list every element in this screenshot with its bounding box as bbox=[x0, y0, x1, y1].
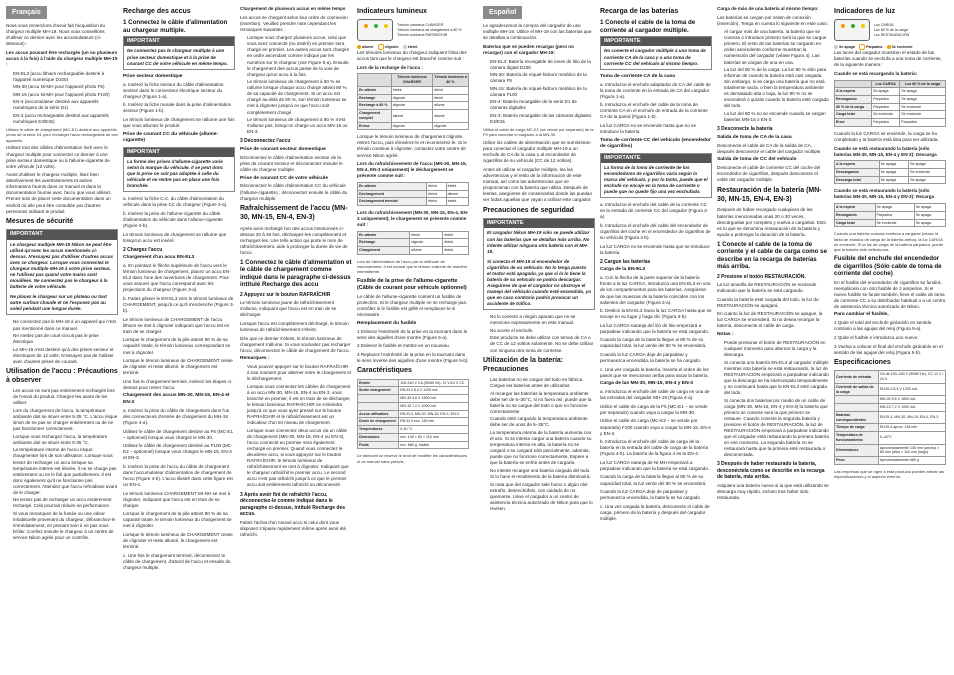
list-item: • Le témoin lumineux de chargement à 80 % n'est s'allume pas, lorsqu'on charge un accu MN-15 ou EN-3. bbox=[247, 117, 352, 135]
indicator-diagram bbox=[834, 19, 946, 41]
list-item: • MN-30 (accu Ni-MH pour l'appareil photo F5) bbox=[13, 84, 118, 90]
table-row: Tiempo de carga EN-EL3 aprox. 135 min bbox=[835, 424, 946, 432]
important-text: Le chargeur multiple MH-19 Nikon ne peut être utilisé qu'avec les accus mentionnés ci-dessus. N'essayez pas d'utiliser d'autres accus avec ce chargeur. Lorsque vous connectez le chargeur multiple MH-19 à votre prise secteur, ne l'utilisez pas quand votre mains sont mouillées. Ne connectez pas le chargeur à la batterie de votre véhicule. bbox=[10, 241, 114, 290]
important-label: IMPORTANT bbox=[124, 37, 234, 46]
table-row: Peso Aproximadamente 680 g bbox=[835, 456, 946, 464]
note: Lors de l'alimentation de l'accu par la méthode de raccordement, il est normal que le témoin s'allume de manière intermittente. bbox=[357, 258, 468, 275]
section-title: Mesures de sécurité bbox=[6, 218, 74, 226]
list-item: • Ne tentez pas de recharger un accu entièrement rechargé. Cela pourrait réduire sa performance. bbox=[13, 497, 118, 509]
paragraph: Cuando la luz CARGA deje de parpadear y permanezca encendida, la batería se ha cargado. bbox=[600, 489, 702, 501]
diagram-label: Témoin lumineux de chargement à 80 % bbox=[397, 27, 462, 32]
list-item: • Vous pouvez appuyer sur le bouton RAFRAÎCHIR à tout moment pour alterner entre le chargement et le déchargement. bbox=[247, 364, 352, 382]
paragraph: Cuando se está restaurando la batería (sólo baterías MN-30, MN-15, EN-4 y EN-3): Descarga bbox=[834, 145, 937, 157]
section-title: Fusible de la prise de l'allume-cigarette (Câble de courant pour véhicule optionnel) bbox=[357, 277, 467, 291]
paragraph: a. Introduzca el enchufe adaptador de CA del cable de la toma de corriente en la entrada de CA del cargador (Figura 1-a). bbox=[600, 81, 711, 99]
es-column-4 bbox=[834, 6, 946, 524]
paragraph: Les accus se chargent selon leur ordre de connexion (insertion). Veuillez prendre note cependant les remarques suivantes : bbox=[240, 14, 348, 32]
table-row: MN-15 7,2 V 1000 mA bbox=[835, 404, 946, 412]
subheading: Chargement d'un accu EN-EL3 bbox=[123, 255, 195, 261]
legend-item: Se enciende bbox=[887, 45, 913, 50]
table-row: Déchargement éteint allumé bbox=[358, 190, 469, 198]
paragraph: En el fusible del encendedor de cigarrillos se fundirá, reemplácelo con otro fusible de 2 amperios. Si el nuevo fusible se funde también, lleve el cable de toma de corriente CC a su distribuidor habitual o a un centro de asistencia técnica autorizado de Nikon. bbox=[834, 279, 946, 309]
important-label: IMPORTANT bbox=[124, 148, 234, 157]
paragraph: Cuando se está restaurando la batería (sólo baterías MN-30, MN-15, EN-4 y EN-3): Recarga bbox=[834, 188, 935, 200]
paragraph: La luz CARGA naranja de Ni-MH empezará a parpadear indicando que la batería se está cargando. bbox=[600, 459, 710, 471]
paragraph: Cuando la luz CARGA deje de parpadear y permanezca encendida, la batería se ha cargado. bbox=[600, 352, 702, 364]
paragraph: Lorsque le chargement de la pile atteint 80 % de sa capacité totale, le témoin lumineux correspondant se met à clignoter. bbox=[123, 337, 231, 355]
language-tag: Français bbox=[6, 6, 47, 19]
paragraph: Le témoin lumineux de CHARGEMENT de l'accu lithium se met à clignoter indiquant que l'accu est en train de se charger. bbox=[123, 316, 230, 334]
paragraph: 3 Vuelva a colocar el final del enchufe girándolo en el sentido de las agujas del reloj (Figura 5-b). bbox=[834, 343, 943, 355]
diagram-label: Luz RESTAURACIÓN bbox=[874, 32, 910, 37]
table-row: Durée de chargement EN-EL3 env. 135 min bbox=[358, 418, 469, 426]
french-section bbox=[6, 6, 471, 668]
eighty-lamp-icon bbox=[851, 24, 855, 28]
table-row: Temperatura de funcionamiento 0–40°C bbox=[835, 432, 946, 444]
list-item: • La luz del 80 % de la carga: La luz 80 % sólo para informar de cuando la batería está casi cargada. Sin embargo, si se carga una batería que no está totalmente vacía, o bien la temperatura ambiente es demasiado alta o baja, la luz 80 % no se encenderá o quizás cuando lo batería esté cargada del todo. bbox=[724, 67, 829, 109]
table-row: Dimensions env. 145 × 83 × 116 mm bbox=[358, 433, 469, 441]
table-row: A la espera Se apaga Se apaga bbox=[835, 88, 946, 96]
important-label: IMPORTANT bbox=[7, 230, 117, 239]
subheading: Carga de las MN-30, MN-15, EN-4 y EN-3 bbox=[600, 381, 693, 387]
table-row: Descargando Se apaga Se enciende bbox=[835, 168, 946, 176]
section-title: Indicadores de luz bbox=[834, 8, 896, 15]
list-item: • EN-3 (accu rechargeable destiné aux appareils numériques E3/E3s) bbox=[13, 113, 118, 125]
table-row: Sortie chargement EN-EL3 8,4 V 1200 mA bbox=[358, 387, 469, 395]
list-item: • Le MH-19 n'est destiné qu'à des prises secteur et électriques de 12 volts. N'essayez pas de l'utiliser avec d'autres prises de courant. bbox=[13, 347, 118, 365]
step-heading: 1 Connectez le câble d'alimentation et le câble de chargement comme indiqué dans le paragraphe ci-dessus intitulé Recharge des accu bbox=[240, 258, 352, 289]
paragraph: 2 Quite el fusible e introduzca uno nuevo. bbox=[834, 335, 919, 341]
refresh-lamp-icon bbox=[384, 24, 388, 28]
list-item: • Si nota que del cargador sale humo o algún olor extraño, desenchúfelo, con cuidado de no quemarse. Lleve el cargador a un centro de asistencia técnica autorizado de Nikon para que lo revisen. bbox=[490, 482, 595, 512]
paragraph: La luz amarilla de RESTAURACIÓN se enciende indicando que la batería se está cargando. bbox=[717, 282, 817, 294]
paragraph: Carga de más de una batería al mismo tiempo: bbox=[717, 6, 819, 11]
important-text: El cargador Nikon MH-19 sólo se puede utilizar con las baterías que se detallan más arriba. No intente utilizar ninguna otra batería con el MH-19. bbox=[487, 230, 590, 254]
table-row: MN-30 9,6 V 1800 mA bbox=[835, 396, 946, 404]
legend-item: allumé bbox=[357, 45, 373, 50]
spanish-section bbox=[483, 6, 948, 668]
paragraph: Después de haber recargado cualquiera de las baterías mencionadas unas 20 o 30 veces, descárguelas por completo y vuelva a cargarlas. Esto es lo que se denomina restauración de la batería y ayuda a prolongar la duración de la batería. bbox=[717, 207, 827, 237]
paragraph: Après avoir rechargé l'un des accus mentionnés ci-dessus 20 à 30 fois, déchargez-les complètement et rechargez-les. Une telle action qui porte le nom de rafraîchissement, aide à prolonger la durée de vie de l'accu. bbox=[240, 225, 348, 255]
paragraph: a. Introduzca el enchufe del cable de carga en una de las entradas del cargador MH-19 (Figura 4-a). bbox=[600, 389, 710, 401]
safety-list bbox=[6, 319, 118, 364]
important-text: Ne connectez pas le chargeur multiple à une prise secteur domestique et à la prise de courant CC de votre véhicule en même temps. bbox=[127, 48, 228, 66]
list-item: • MN-30: Batería de níquel-hidruro metálico de la cámara F5 bbox=[490, 72, 595, 84]
paragraph: La luz CARGA naranja del ión de litio empezará a parpadear indicando que la batería se está cargando. bbox=[600, 322, 710, 334]
important-box bbox=[123, 147, 235, 193]
list-item: • Ne mettez pas de court-circuit pas le prise électrique. bbox=[13, 333, 118, 345]
step-heading: 3 Desconecte la batería bbox=[717, 126, 773, 133]
section-title: Utilización de la batería: Precauciones bbox=[483, 356, 564, 373]
note: Cuando una batería conecta continúa a cargarse (véase la tabla de estados de carga de la batería arriba), la luz CARGA se enciende. Si la luz de carga de la batería parpadea, puede que la batería esté defectuosa. bbox=[834, 231, 944, 253]
paragraph: Lors du rafraîchissement (MN-30, MN-15, EN-4, EN-3 uniquement), le chargement se présente comme suit : bbox=[357, 210, 469, 228]
paragraph: b. Insérez la fiche murale dans la prise d'alimentation secteur (Figure 1-b). bbox=[123, 102, 232, 114]
subheading: Prise de courant CC du véhicule (allume-cigarette) bbox=[123, 131, 219, 144]
step-heading: 3 Después de haber restaurado la batería, desconéctela como se describe en la recarga de batería, más arriba. bbox=[717, 461, 825, 481]
paragraph: 1 Quite el total del enchufe girándolo en sentido contrario a las agujas del reloj (Figura 5-a). bbox=[834, 320, 932, 332]
paragraph: Desconecte el cable de corriente CC del coche del encendedor de cigarrillos, después desconecte el cable del cargador múltiple. bbox=[717, 165, 821, 183]
table-row: Recargando Parpadea Se apaga bbox=[835, 211, 946, 219]
paragraph: Utilice los cables de alimentación que se suministran para conectar el cargador múltiple MH-19 a un enchufe de CA de la casa o al encendedor de cigarrillos de su vehículo (CC de 12 voltios). bbox=[483, 140, 591, 164]
paragraph: Déconnectez le câble d'alimentation CC du véhicule (l'allume-cigarette) ; déconnectez ensuite le câble du chargeur multiple. bbox=[240, 183, 348, 201]
important-text: La forma de la toma de corriente de los encendedores de cigarrillos varía según la marca del vehículo, y por lo tanto, puede que el enchufe no encaje en la toma de corriente o puede que no quede fijo una vez enchufado. bbox=[604, 164, 708, 195]
paragraph: Dès que ce dernier s'éteint, le témoin lumineux de chargement s'allume. Si vous souhaitez pas recharger l'accu, déconnectez le câble de chargement de l'accu. bbox=[240, 335, 351, 353]
section-title: Utilisation de l'accu : Précautions à observer bbox=[6, 367, 118, 385]
paragraph: Faites l'achat d'un nouvel accu si celui dont vous disposez s'épuise rapidement même après avoir été rafraîchi. bbox=[240, 519, 347, 537]
list-item: • Este producto se debe utilizar con tomas de CA o de CC de 12 voltios solamente. No se debe utilizar con ninguna otra toma de corriente. bbox=[490, 335, 595, 353]
paragraph: Cuando se está recargando la batería: bbox=[834, 70, 918, 76]
list-item: • EN-EL3 (accu lithium rechargeable destiné à l'appareil numérique D100) bbox=[13, 71, 118, 83]
paragraph: b. Deslice la EN-EL3 hacia la luz CARGA hasta que se encaje en su lugar y haga clic (Figura 3-b). bbox=[600, 308, 712, 320]
paragraph: Une fois le chargement terminé, insérez les étapes ci-dessus pour retirer l'accu. bbox=[123, 378, 233, 390]
list-item: • EN-3: Batería recargable de las cámaras digitales E3/E3s bbox=[490, 113, 595, 125]
paragraph: Cuando la batería esté cargada del todo, la luz de RESTAURACIÓN se apagará. bbox=[717, 296, 819, 308]
paragraph: a. Insérez la prise du câble de chargement dans l'un des connecteurs d'entrée de chargement du MH-19 (Figure 4-a). bbox=[123, 407, 230, 425]
legend-item: clignote bbox=[378, 44, 399, 50]
section-title: Indicateurs lumineux bbox=[357, 8, 428, 15]
step-heading: 3 Déconnectez l'accu bbox=[240, 138, 291, 145]
list-item: • No intente recargar una batería cargada del todo. Si lo hace el rendimiento de la batería disminuirá. bbox=[490, 468, 595, 480]
charger-drawing bbox=[357, 19, 393, 41]
table-row: 80 % de la carga Parpadea Se enciende bbox=[835, 103, 946, 111]
intro-text: Nous vous remercions d'avoir fait l'acquisition du chargeur multiple MH-19. Nous vous conseillons d'utiliser ce dernier avec les accumulateurs (ci-dessous) : bbox=[6, 23, 106, 47]
paragraph: b. Introduzca el enchufe del cable de carga de la batería en la entrada del cable de carga de la batería (Figura 4-b). La batería de la figura 4 es la EN-4. bbox=[600, 439, 709, 457]
important-box bbox=[483, 218, 595, 310]
subheading: Remplacement du fusible bbox=[357, 320, 417, 326]
step-heading: 1 Conecte el cable de la toma de corriente y el cable de carga como se describe en la recarga de baterías más arriba. bbox=[717, 240, 828, 271]
table-row: Recargando Parpadea Se apaga bbox=[835, 96, 946, 104]
step-heading: 2 Cargue las baterías bbox=[600, 258, 651, 265]
lamp-off-icon bbox=[834, 45, 838, 49]
paragraph: Lorsque l'accu est complètement déchargé, le témoin lumineux de rafraîchissement s'éteint. bbox=[240, 320, 349, 333]
paragraph: Adquiera una batería nueva si la que está utilizando se descarga muy rápido, incluso tras haber sido restaurada. bbox=[717, 482, 829, 501]
paragraph: Desconecte el cable de CA de la salida de CA, después desconecte el cable del cargador múltiple. bbox=[717, 142, 822, 154]
list-note: Utilisez le câble de chargement (MC-E1) destiné aux appareils photo de la série D1 pour recharger l'accu rechargeable de ces appareils. bbox=[6, 127, 118, 143]
step-heading: 3 Après avoir fini de rafraîchir l'accu, déconnectez-le comme indiqué dans le paragraphe ci-dessus, intitulé Recharge des accus. bbox=[240, 491, 346, 518]
paragraph: b. Introduzca el enchufe del cable de la toma de corriente CA en el enchufe de entrada de la corriente CA de la pared (Figura 1-b). bbox=[600, 102, 708, 120]
table-row: Baterías correspondientes EN-EL3, MN-30, MN-15, EN-4, EN-3 bbox=[835, 411, 946, 423]
status-table bbox=[834, 160, 946, 184]
list-item: • Puede presionar el botón de RESTAURACIÓN en cualquier momento para alternar la carga y la descarga. bbox=[724, 340, 829, 358]
spec-table bbox=[834, 370, 946, 464]
paragraph: Les témoins lumineux du chargeur indiquent l'état des accus tant que le chargeur est branché comme suit : bbox=[357, 50, 467, 62]
paragraph: a. Con la flecha de la parte superior de la batería frente a la luz CARGA, introduzca una EN-EL3 en una de los compartimentos para las baterías. Asegúrese de que las muescas de la batería coinciden con los salientes del cargador (Figura 3-a). bbox=[600, 275, 711, 305]
lamp-on-icon bbox=[357, 45, 361, 49]
subheading: Salida de toma de CA de la casa bbox=[717, 134, 792, 140]
table-row: Chargement complet allumé allumé bbox=[358, 110, 469, 122]
paragraph: Utilice el cable de carga de la F5 (MC-E1 – se vende por separado) cuando vaya a cargar la MN-30. bbox=[600, 403, 708, 415]
paragraph: Lors du rafraîchissement de l'accu (MN-30, MN-15, EN-4, EN-3 uniquement) le déchargement se présente comme suit : bbox=[357, 161, 467, 179]
list-item: • Lors du chargement de l'accu, la température ambiante doit se situer entre 5-35 °C. L'accu risque sinon de ne pas se charger entièrement ou de ne pas fonctionner correctement. bbox=[13, 408, 118, 432]
paragraph: 3 Replacez l'extrémité de la prise en la tournant dans le sens inverse des aiguilles d'une montre (Figure 5-b). bbox=[357, 351, 469, 363]
important-box bbox=[600, 36, 712, 70]
table-row: Poids env. 680 g, fusible bbox=[358, 441, 469, 449]
paragraph: Lors de la recharge de l'accu : bbox=[357, 64, 423, 70]
fr-column-3 bbox=[240, 6, 352, 573]
section-title: Recarga de las baterías bbox=[600, 8, 679, 15]
footnote: Las empresas que se rigen a esta producto pueden alterar las especificaciones y el aspecto externo. bbox=[834, 468, 945, 479]
list-item: • Si conecta una batería EN-EL3 al cargador múltiple mientras otra batería se está restaurando, la luz de RESTAURACIÓN empezará a parpadear indicando que la descarga se ha interrumpido temporalmente y no continuará hasta que la EN-EL3 esté cargada del todo. bbox=[724, 360, 829, 396]
paragraph: Antes de utilizar el cargador múltiple, lea las advertencias y el resto de la información de este manual, así como las advertencias que se proporcionan con la batería que utiliza. Después de leerlas, asegúrese de conservarlas donde las puedan ver todas aquellas que vayan a utilizar este cargador. bbox=[483, 166, 593, 203]
paragraph: a. En pointant le flèche supérieure de l'accu vers le témoin lumineux de chargement, placez un accu EN-EL3 dans l'une des ouvertures de chargement. Pour vous assurer que l'accu correspond avec les projections du chargeur (Figure 3-a). bbox=[123, 263, 231, 293]
table-row: Recharge clignote éteint bbox=[358, 94, 469, 102]
list-note: Utilice el cable de carga MC-E1 (se vende por separado) de la F5 para conectar el cargador a la MN-30. bbox=[483, 127, 594, 138]
important-label: IMPORTANTE bbox=[601, 154, 711, 163]
remarks-list bbox=[717, 340, 829, 458]
charger-drawing bbox=[834, 19, 870, 41]
table-row: MN-30 9,6 V 1800 mA bbox=[358, 395, 469, 403]
paragraph: Cuando la carga de la batería llegue al 80 % de su capacidad total, la luz verde del 80 % se encenderá. bbox=[600, 474, 707, 486]
paragraph: a. Insérez la fiche secteur du câble d'alimentation secteur dans le connecteur électrique secteur du chargeur (Figure 1-a). bbox=[123, 81, 224, 99]
list-item: • La temperatura interna de la batería aumenta con el uso. Si se intenta cargar una batería cuando su temperatura interna es alta, la batería no se cargará o se cargará sólo parcialmente, además, puede que no funcione correctamente. Espere a que la batería se enfríe antes de cargarla. bbox=[490, 430, 595, 466]
table-row: Dimensiones Aproximadamente 145 mm (ancho) × 83 mm (alto) × 116 mm (largo) bbox=[835, 444, 946, 456]
status-table bbox=[834, 203, 946, 227]
battery-list-heading: Baterías que se pueden recargar (pero no recargar) con el cargador MH-19: bbox=[483, 43, 574, 55]
table-row: Erreur clignote clignote bbox=[358, 122, 469, 130]
status-table: Témoin lumineux CHARGER Témoin lumineux à 80 % En attente éteint éteint Recharge clignote éteint Recharge à 80 % clignote allumé Chargement complet allumé allumé Erreur clignote clignote bbox=[357, 73, 469, 130]
intro-text: Le agradecemos la compra del cargador de uso múltiple MH-19. Utilice el MH-19 con las baterías que se detallan a continuación. bbox=[483, 23, 592, 41]
list-item: • Al cargar más de una batería, la batería que se conecta o introduce primero será la que se cargue primero. El resto de las baterías se cargarán en orden ascendente conforme muestran la numeración del cargador (véase Figura 4). Las baterías se cargan de una en una. bbox=[724, 29, 829, 65]
fr-column-4 bbox=[357, 6, 469, 573]
es-column-2 bbox=[600, 6, 712, 524]
section-title: Precauciones de seguridad bbox=[483, 206, 575, 214]
spec-table bbox=[357, 379, 469, 450]
paragraph: a. Introduzca el enchufe del cable de la corriente CC en la entrada de corriente CC del cargador (Figura 2-a). bbox=[600, 202, 709, 220]
important-box bbox=[123, 36, 235, 70]
legend-item: Se apaga bbox=[834, 45, 855, 50]
section-title: Recharge des accus bbox=[123, 8, 191, 15]
table-row: Recharge clignote éteint bbox=[358, 239, 469, 247]
status-table: Luz CARGA Luz 80 % de la carga A la espera Se apaga Se apaga Recargando Parpadea Se apaga 80 % de la carga Parpadea Se enciende Carga total Se enciende Se enciende Error Parpadea Parpadea bbox=[834, 80, 946, 127]
table-row: Corriente de entrada CA de 100–240 V (50/60 Hz), CC 12 V / 24 V bbox=[835, 371, 946, 383]
paragraph: b. Faites glisser le EN-EL3 vers le témoin lumineux de CHARGEMENT, jusqu'à ce qu'il s'enclenche (Figure 3-b). bbox=[123, 296, 235, 314]
table-row: Déchargement terminé éteint éteint bbox=[358, 198, 469, 206]
list-item: • Si vous remarquez de la fumée ou une odeur inhabituelle provenant du chargeur, débranchez-le immédiatement, en prenant soin à ne pas vous brûler. Confiez ensuite le chargeur à un centre de service Nikon agréé pour un contrôle. bbox=[13, 511, 118, 541]
paragraph: Le témoin lumineux de chargement se rallume une fois que vous allumez le produit. bbox=[123, 116, 235, 129]
paragraph: c. Una vez cargada la batería, invierta el orden de los pasos que se mencionan arriba para sacar la batería. bbox=[600, 366, 709, 378]
step-heading: 2 Appuyez sur le bouton RAFRAÎCHIR bbox=[240, 291, 331, 298]
legend-item: éteint bbox=[403, 45, 418, 50]
fr-column-1 bbox=[6, 6, 118, 573]
list-item: • No acorte el enchufe. bbox=[490, 328, 595, 334]
paragraph: Le témoin lumineux jaune de rafraîchissement s'allume, indiquant que l'accu est en train de se décharger. bbox=[240, 300, 337, 318]
table-row: MN-15 7,2 V 1000 mA bbox=[358, 402, 469, 410]
lamp-on-icon bbox=[887, 45, 891, 49]
paragraph: Le témoin lumineux CHARGEMENT MI-NH se met à clignoter, indiquant que l'accu est en train de se charger. bbox=[123, 490, 231, 508]
list-item: • Le témoin lumineux de chargement à 80 % se rallume lorsque chaque accu chargé atteint 80 % de sa capacité de chargement. Si un accu est chargé au-delà de 80 %, son témoin lumineux se met à clignoter jusqu'à ce que l'accu soit complètement chargé. bbox=[247, 79, 352, 115]
paragraph: Lorsque le témoin lumineux de chargement clignote, retirez l'accu, puis réinsérez-le et reconnectez-le. Si le témoin continue à clignoter, contactez votre centre de service Nikon agréé. bbox=[357, 134, 467, 158]
bullet-list bbox=[717, 29, 829, 123]
important-text: Ne placez le chargeur sur un plateau ou tout autre surface chaude et ne l'exposez pas au soleil pendant une longue durée. bbox=[10, 294, 107, 312]
charge-lamp-icon bbox=[364, 24, 368, 28]
diagram-label: Luz 80 % de la carga bbox=[874, 27, 908, 32]
paragraph: Las luces del cargador muestran el estado de las baterías cuando se enchufa a una toma de corriente, de la siguiente manera: bbox=[834, 50, 942, 68]
table-row: Carga total Se enciende Se enciende bbox=[835, 111, 946, 119]
subheading: Prise de courant CC de votre véhicule bbox=[240, 175, 329, 181]
step-heading: 1 Connectez le câble d'alimentation au chargeur multiple. bbox=[123, 19, 228, 34]
list-item: • Si conecta dos baterías por medio de un cable de carga (MN-30, MN-15, EN-4 y EN-3) la batería que primero se conecte será la que primero se restaure. Cuando conecte la segunda batería y presione el botón de RESTAURACIÓN, la luz de RESTAURACIÓN empezará a parpadear indicando que el cargador está restaurando la primera batería en ese momento. La segunda batería no se restaurará hasta que la primera esté restaurada o desconectada. bbox=[724, 398, 829, 459]
paragraph: Cuando la carga de la batería llegue al 80 % de su capacidad total, la luz verde del 80 % se encenderá. bbox=[600, 337, 707, 349]
paragraph: 2 Enlevez le fusible et mettez-en un nouveau. bbox=[357, 343, 450, 349]
paragraph: c. Une fois le chargement terminé, déconnectez le câble de chargement, d'abord de l'accu et ensuite du chargeur multiple. bbox=[123, 552, 231, 570]
paragraph: 1 Enlevez l'extrémité de la prise en la tournant dans le sens des aiguilles d'une montre (Figure 5-a). bbox=[357, 328, 468, 340]
remarks-list bbox=[240, 364, 352, 488]
lamp-off-icon bbox=[403, 45, 407, 49]
paragraph: b. Insérez la prise de l'allume-cigarette du câble d'alimentation du véhicule dans l'allume-cigarette (Figure 2-b). bbox=[123, 210, 223, 228]
subheading: Toma de corriente CC del vehículo (encendedor de cigarrillos) bbox=[600, 137, 711, 150]
important-text: La forme des prises d'allume-cigarette varie selon la marque du véhicule. Il se peut donc que la prise ne soit pas adaptée à celle du véhicule et ne rentre pas en place une fois branchée. bbox=[127, 158, 224, 189]
footnote: Le fabricant se réserve le droit de modifier les caractéristiques et ce manuel sans préavis. bbox=[357, 453, 468, 464]
subheading: Carga de la EN-EL3 bbox=[600, 267, 646, 273]
section-title: Rafraîchissement de l'accu (MN-30, MN-15, EN-4, EN-3) bbox=[240, 205, 348, 222]
bullet-list bbox=[240, 35, 352, 135]
section-title: Restauración de la batería (MN-30, MN-15, EN-4, EN-3) bbox=[717, 186, 822, 204]
important-text: No conecte el cargador múltiple a una toma de corriente CA de la casa y a una toma de corriente CC del vehículo al mismo tiempo. bbox=[604, 48, 706, 66]
list-item: • La température interne de l'accu risque d'augmenter lors de son utilisation. Lorsque vous tentez de recharger un accu lorsque sa température interne est élevée, il ne se charge pas entièrement ou ne le fait que partiellement. Il est donc également qu'il ne fonctionne pas correctement. Attendez que l'accu refroidisse avant de le charger. bbox=[13, 447, 118, 496]
paragraph: Le câble de l'allume-cigarette contient un fusible de protection. Si le chargeur multiple ne se recharge pas, contrôlez si le fusible est grillé et remplacez-le si nécessaire. bbox=[357, 293, 468, 318]
step-heading: 2 Chargez l'accu bbox=[123, 246, 163, 253]
section-title: Caractéristiques bbox=[357, 367, 412, 375]
table-row: En attente éteint éteint bbox=[358, 182, 469, 190]
list-item: • Lorsque vous chargez plusieurs accus, celui que vous avez connecté (ou inséré) en premier sera chargé en premier. Les autres accus sont chargés en ordre ascendant comme indiqué par les numéros sur le chargeur (voir Figure 5-a). Ensuite, le chargement des accus passe de la voie de chargeur qu'un accu à la fois. bbox=[247, 35, 352, 77]
table-row: A la espera Se apaga Se apaga bbox=[835, 161, 946, 169]
paragraph: Lorsque le témoin lumineux de CHARGEMENT cesse de clignoter et reste allumé, le chargement est terminé. bbox=[123, 531, 233, 550]
fr-column-2 bbox=[123, 6, 235, 573]
important-box bbox=[600, 153, 712, 199]
paragraph: Las baterías se cargan por orden de conexión (inserción). Tenga en cuenta lo siguiente en este caso: bbox=[717, 14, 829, 26]
paragraph: Lorsque le témoin lumineux de CHARGEMENT cesse de clignoter et reste allumé, le chargement est terminé. bbox=[123, 358, 233, 376]
status-table bbox=[357, 231, 469, 255]
important-label: IMPORTANTE bbox=[484, 219, 594, 228]
safety-list bbox=[483, 314, 595, 353]
step-heading: 2 Presione el botón RESTAURACIÓN. bbox=[717, 273, 806, 280]
list-item: • MN-15 (accu Ni-MH pour l'appareil photo F100) bbox=[13, 92, 118, 98]
important-label: IMPORTANTE bbox=[601, 37, 711, 46]
paragraph: Utilice el cable de carga (MC-E2 – se vende por separado) F100 cuando vaya a cargar la MN-15, EN-4 y EN-3. bbox=[600, 418, 711, 436]
list-item: • MN-15: Batería de níquel-hidruro metálico de la cámara F100 bbox=[490, 86, 595, 98]
status-table bbox=[357, 182, 469, 206]
important-box bbox=[6, 229, 118, 315]
list-item: • EN-EL3: Batería recargable de iones de litio de la cámara digital D100 bbox=[490, 59, 595, 71]
paragraph: Le témoin lumineux de chargement se rallume que lorsqu'un accu est inséré. bbox=[123, 231, 227, 243]
subheading: Toma de corriente CA de la casa bbox=[600, 73, 676, 79]
subheading: Prise de courant secteur domestique bbox=[240, 146, 326, 152]
list-item: • Lorsque vous connectez les câbles de chargement à un accu MN-30, MN-15, EN-4 ou EN-3, vous branché en premier, il est en train de se décharger, le témoin lumineux RAFRAÎCHIR ne s'éteindra jusqu'à ce que vous ayez pressé sur le bouton RAFRAÎCHIR et le rafraîchissement est un indicateur d'un tel niveau de chargement. bbox=[247, 384, 352, 426]
list-item: • Lorsque vous connectez deux accus via un câble de chargement (MN-30, MN-15, EN-4 ou EN-3), l'accu connecté en premier sera également rechargé en premier. Quand vous connectez le deuxième accu, si vous appuyez sur le bouton RAFRAÎCHIR, le témoin lumineux de rafraîchissement se met à clignoter. Indiquant que le chargeur rafraîchit le premier accu. Le second accu n'est pas rafraîchi jusqu'à ce que le premier accu soit entièrement rafraîchi ou déconnecté. bbox=[247, 428, 352, 489]
table-row: Recharge à 80 % clignote allumé bbox=[358, 102, 469, 110]
use-list bbox=[6, 388, 118, 541]
list-item: • Las baterías no se cargan del todo en fábrica. Cargue las baterías antes de utilizarlas. bbox=[490, 377, 595, 389]
list-item: • Cuando esté cargando la temperatura ambiente debe ser de unos de 5–35°C. bbox=[490, 416, 595, 428]
subheading: Prise secteur domestique bbox=[123, 73, 183, 79]
paragraph: Lorsque le chargement de la pile atteint 80 % de sa capacité totale, le témoin lumineux du chargement se met à clignoter. bbox=[123, 511, 232, 529]
paragraph: En cuanto la luz de RESTAURACIÓN se apague, la luz CARGA se encenderá. Si no desea recargar la batería, desconecte el cable de carga. bbox=[717, 311, 823, 329]
diagram-label: Luz CARGA bbox=[874, 23, 894, 28]
diagram-label: Témoin lumineux RAFRAÎCHIR bbox=[397, 32, 448, 37]
paragraph: b. Introduzca el enchufe del cable del encendedor de cigarrillos del coche en el encendedor de cigarrillos de su vehículo (Figura 2-b). bbox=[600, 222, 711, 241]
table-row: En attente éteint éteint bbox=[358, 231, 469, 239]
paragraph: Utilisez le câble de chargement destiné au F100 (MC-E2 – optionnel) lorsque vous chargez le MN-15, EN-4 et EN-3. bbox=[123, 443, 233, 461]
language-tag: Español bbox=[483, 6, 522, 19]
paragraph: c. Una vez cargada la batería, desconecte el cable de carga, primero de la batería y después del cargador múltiple. bbox=[600, 503, 710, 521]
es-column-3 bbox=[717, 6, 829, 524]
es-column-1 bbox=[483, 6, 595, 524]
charge-lamp-icon bbox=[841, 24, 845, 28]
paragraph: Cuando la luz CARGA se enciende, la carga se ha completado y la batería está lista para ser utilizada. bbox=[834, 130, 939, 143]
paragraph: Avant d'utiliser le chargeur multiple, lisez bien attentivement les avertissements et autres informations fournis dans ce manuel et dans la documentation fournie avec l'accu que vous utilisez. Prenez soin de placer cette documentation dans un endroit où elle peut être consultée par d'autres personnes utilisant le produit. bbox=[6, 172, 112, 214]
legend-item: Parpadea bbox=[859, 44, 882, 50]
paragraph: Déconnectez le câble d'alimentation secteur de la prise de courant secteur et déconnectez ensuite le câble du chargeur multiple. bbox=[240, 154, 343, 172]
list-item: • EN-4: Batería recargable de la serie D1 de cámaras digitales bbox=[490, 99, 595, 111]
table-row: Chargement allumé éteint bbox=[358, 247, 469, 255]
indicator-diagram bbox=[357, 19, 469, 41]
section-title: Fusible del enchufe del encendedor de cigarrillos (Sólo cable de toma de corriente del coche) bbox=[834, 255, 942, 278]
step-heading: 1 Conecte el cable de la toma de corriente al cargador múltiple. bbox=[600, 19, 696, 34]
table-row: Accus utilisables EN-EL3, MN-30, MN-15, EN-4, EN-3 bbox=[358, 410, 469, 418]
list-item: • La luz del 80 % no se enciende cuando se cargan baterías MN-15 o EN-3. bbox=[724, 111, 829, 123]
important-text: Si conecta el MH-19 al encendedor de cigarrillos de su vehículo: No lo tenga puesto el motor está apagado, ya que si la lo tiene la batería de su vehículo se podría descargar. Asegúrese de que el cargador no obstruye el manejo del vehículo cuando esté encendido, ya que en caso contrario podría provocar un accidente de tráfico. bbox=[487, 258, 591, 307]
table-row: Températures 0-40 °C bbox=[358, 426, 469, 434]
table-row: Carga total Se enciende Se apaga bbox=[835, 219, 946, 227]
subheading: Salida de toma de CC del vehículo bbox=[717, 157, 797, 163]
paragraph: La luz CARGA no se enciende hasta que no se introduce la batería. bbox=[600, 123, 697, 135]
subheading: Notas : bbox=[717, 332, 734, 338]
use-list bbox=[483, 377, 595, 512]
list-item: • Les accus ne sont pas entièrement rechargés lors de l'envoi du produit. Chargez-les avant de les utiliser. bbox=[13, 388, 118, 406]
table-row: Corriente de salida de la carga EN-EL3 8,4 V 1200 mA bbox=[835, 383, 946, 395]
section-title: Especificaciones bbox=[834, 359, 891, 367]
table-row: Error Parpadea Parpadea bbox=[835, 119, 946, 127]
paragraph: Utilisez tout des câbles d'alimentation livré avec le chargeur multiple pour connecter ce dernier à une prise secteur domestique ou à l'allume-cigarette de votre véhicule (12 volts). bbox=[6, 145, 110, 169]
paragraph: La luz CARGA no se enciende hasta que se introduce la batería. bbox=[600, 243, 710, 255]
list-item: • No lo conecte a ningún aparato que no se mencione expresamente en este manual. bbox=[490, 314, 595, 326]
paragraph: a. Insérez la fiche C.C. du câble d'alimentation du véhicule dans la prise CC du chargeur (Figure 2-a). bbox=[123, 196, 228, 208]
diagram-label: Témoin lumineux CHARGER bbox=[397, 23, 444, 28]
battery-list-heading: Les accus pouvant être rechargés (un ou plusieurs accus à la fois) à l'aide du chargeur multiple MH-19 : bbox=[6, 49, 118, 68]
subheading: Chargement des accus MN-30, MN-15, EN-4 et EN-3 bbox=[123, 393, 230, 405]
subheading: Remarques : bbox=[240, 356, 270, 362]
paragraph: b. Insérez la prise de l'accu du câble de chargement dans l'accumulateur d'alimentation de chargement de l'accu (Figure 4-b). L'accu illustré dans cette figure est un EN-4. bbox=[123, 463, 233, 488]
subheading: Para cambiar el fusible, bbox=[834, 312, 889, 318]
eighty-lamp-icon bbox=[374, 24, 378, 28]
battery-list bbox=[483, 59, 595, 126]
table-row: A la espera Se apaga Se apaga bbox=[835, 204, 946, 212]
list-item: • Lorsque vous rechargez l'accu, la température ambiante doit se situer entre 5-35 °C. bbox=[13, 434, 118, 446]
list-item: • EN-4 (accumulateur destiné aux appareils numériques de la série D1) bbox=[13, 99, 118, 111]
paragraph: Utilisez le câble de chargement destiné au F5 (MC-E1 – optionnel) lorsque vous chargez le MN-30. bbox=[123, 428, 234, 440]
list-item: • Ne connectez pas le MH-19 à un appareil qui n'est pas mentionné dans ce manuel. bbox=[13, 319, 118, 331]
refresh-lamp-icon bbox=[861, 24, 865, 28]
table-row: Entrée 100-240 V CA (50/60 Hz), 12 V/24 V CC bbox=[358, 379, 469, 387]
table-row: Descarga total Se apaga Se apaga bbox=[835, 176, 946, 184]
table-row: En attente éteint éteint bbox=[358, 86, 469, 94]
list-item: • Al recargar las baterías la temperatura ambiente debe ser de 5–35°C, si no fuera así, puede que la batería no se cargue del todo o que no funcione correctamente. bbox=[490, 391, 595, 415]
battery-list bbox=[6, 71, 118, 126]
paragraph: Chargement de plusieurs accus en même temps bbox=[240, 6, 346, 11]
